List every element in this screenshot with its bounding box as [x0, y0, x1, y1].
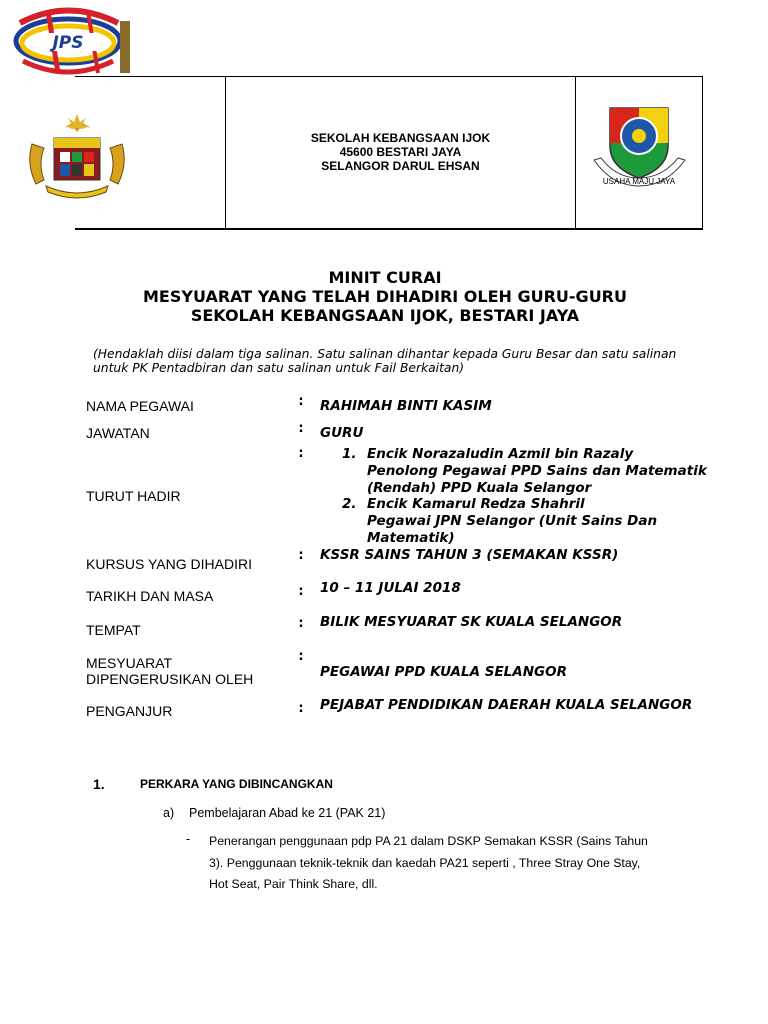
- field-value-mesyuarat: PEGAWAI PPD KUALA SELANGOR: [320, 664, 567, 680]
- field-label-kursus: KURSUS YANG DIHADIRI: [86, 556, 252, 572]
- field-value-penganjur: PEJABAT PENDIDIKAN DAERAH KUALA SELANGOR: [320, 697, 693, 713]
- field-value-kursus: KSSR SAINS TAHUN 3 (SEMAKAN KSSR): [320, 547, 619, 563]
- bullet-dash: -: [186, 832, 191, 846]
- section-title: PERKARA YANG DIBINCANGKAN: [140, 777, 333, 791]
- paragraph-line: Hot Seat, Pair Think Share, dll.: [209, 877, 378, 891]
- field-value-tempat: BILIK MESYUARAT SK KUALA SELANGOR: [320, 614, 623, 630]
- turut-item-1-line: (Rendah) PPD Kuala Selangor: [367, 480, 592, 496]
- field-label-turut-hadir: TURUT HADIR: [86, 488, 181, 504]
- turut-item-2-line: Pegawai JPN Selangor (Unit Sains Dan: [367, 513, 658, 529]
- colon: :: [298, 616, 304, 631]
- turut-item-1-line: Encik Norazaludin Azmil bin Razaly: [367, 446, 634, 462]
- instruction-note: (Hendaklah diisi dalam tiga salinan. Satu salinan dihantar kepada Guru Besar dan satu salinan untuk PK Pentadbiran dan satu salinan untuk Fail Berkaitan): [93, 347, 677, 375]
- school-logo: [592, 98, 687, 190]
- paragraph-line: Penerangan penggunaan pdp PA 21 dalam DSKP Semakan KSSR (Sains Tahun: [209, 834, 648, 848]
- colon: :: [298, 649, 304, 664]
- field-label-nama: NAMA PEGAWAI: [86, 398, 194, 414]
- turut-item-1-line: Penolong Pegawai PPD Sains dan Matematik: [367, 463, 707, 479]
- header-divider: [575, 76, 576, 230]
- header-border-bottom: [75, 228, 703, 230]
- field-value-jawatan: GURU: [320, 425, 364, 441]
- discussion-paragraph: [209, 831, 689, 896]
- turut-item-2: [367, 496, 727, 547]
- colon: :: [298, 421, 304, 436]
- document-title: [60, 268, 710, 325]
- header-divider: [702, 76, 703, 230]
- field-value-nama: RAHIMAH BINTI KASIM: [320, 398, 492, 414]
- field-label-mesyuarat-line: MESYUARAT: [86, 655, 173, 671]
- paragraph-line: 3). Penggunaan teknik-teknik dan kaedah PA21 seperti , Three Stray One Stay,: [209, 855, 641, 870]
- school-postcode: 45600 BESTARI JAYA: [339, 145, 462, 159]
- title-minit-curai: MINIT CURAI: [328, 268, 442, 287]
- jps-logo-text: JPS: [52, 33, 84, 53]
- school-name: SEKOLAH KEBANGSAAN IJOK: [310, 131, 491, 145]
- title-line-2: MESYUARAT YANG TELAH DIHADIRI OLEH GURU-GURU: [143, 287, 627, 306]
- field-label-tempat: TEMPAT: [86, 622, 141, 638]
- school-address-block: [226, 131, 575, 173]
- field-label-penganjur: PENGANJUR: [86, 703, 173, 719]
- subsection-title: Pembelajaran Abad ke 21 (PAK 21): [189, 806, 386, 820]
- colon: :: [298, 584, 304, 599]
- turut-item-2-line: Matematik): [367, 530, 455, 546]
- subsection-letter: a): [163, 806, 175, 820]
- section-number: 1.: [93, 776, 105, 792]
- field-label-tarikh: TARIKH DAN MASA: [86, 588, 214, 604]
- field-label-mesyuarat: [86, 655, 253, 687]
- coat-of-arms-logo: [20, 114, 135, 202]
- field-value-tarikh: 10 – 11 JULAI 2018: [320, 580, 461, 596]
- turut-item-2-line: Encik Kamarul Redza Shahril: [367, 496, 585, 512]
- header-border-top: [75, 76, 703, 77]
- colon: :: [298, 394, 304, 409]
- colon: :: [298, 548, 304, 563]
- title-line-3: SEKOLAH KEBANGSAAN IJOK, BESTARI JAYA: [190, 306, 580, 325]
- jps-logo: [8, 3, 133, 83]
- turut-item-1: [367, 446, 727, 497]
- field-label-jawatan: JAWATAN: [86, 425, 150, 441]
- turut-item-number: 1.: [342, 446, 357, 462]
- field-label-mesyuarat-line: DIPENGERUSIKAN OLEH: [86, 671, 254, 687]
- school-state: SELANGOR DARUL EHSAN: [321, 159, 480, 173]
- colon: :: [298, 446, 304, 461]
- colon: :: [298, 701, 304, 716]
- turut-item-number: 2.: [342, 496, 357, 512]
- school-logo-motto: USAHA MAJU JAYA: [602, 177, 676, 186]
